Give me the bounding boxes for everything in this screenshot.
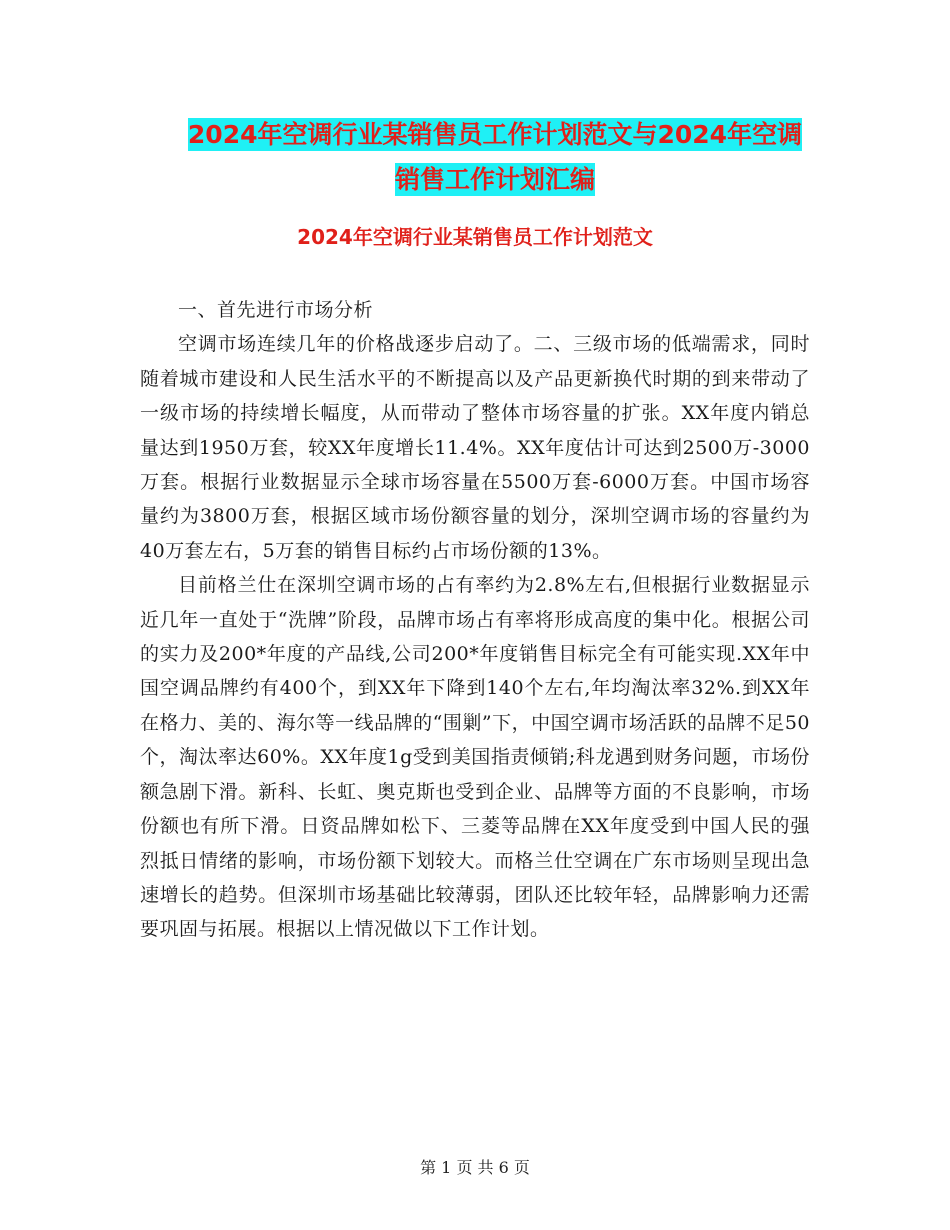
paragraph-market-overview: 空调市场连续几年的价格战逐步启动了。二、三级市场的低端需求，同时随着城市建设和人民生活水平的不断提高以及产品更新换代时期的到来带动了一级市场的持续增长幅度，从而带动了整体市场容量的扩张。XX年度内销总量达到1950万套，较XX年度增长11.4%。XX年度估计可达到2500万-3000万套。根据行业数据显示全球市场容量在5500万套-6000万套。中国市场容量约为3800万套，根据区域市场份额容量的划分，深圳空调市场的容量约为40万套左右，5万套的销售目标约占市场份额的13%。 [140,333,810,562]
document-title [140,112,850,202]
section-heading: 一、首先进行市场分析 [178,299,374,321]
page-number-footer: 第 1 页 共 6 页 [420,1158,530,1177]
title-line-1: 2024年空调行业某销售员工作计划范文与2024年空调 [187,120,803,149]
document-body [140,293,810,947]
title-line-2: 销售工作计划汇编 [394,165,595,194]
section-title: 2024年空调行业某销售员工作计划范文 [297,225,653,249]
paragraph-brand-analysis: 目前格兰仕在深圳空调市场的占有率约为2.8%左右,但根据行业数据显示近几年一直处于“洗牌”阶段，品牌市场占有率将形成高度的集中化。根据公司的实力及200*年度的产品线,公司200*年度销售目标完全有可能实现.XX年中国空调品牌约有400个，到XX年下降到140个左右,年均淘汰率32%.到XX年在格力、美的、海尔等一线品牌的“围剿”下，中国空调市场活跃的品牌不足50个，淘汰率达60%。XX年度1g受到美国指责倾销;科龙遇到财务问题，市场份额急剧下滑。新科、长虹、奥克斯也受到企业、品牌等方面的不良影响，市场份额也有所下滑。日资品牌如松下、三菱等品牌在XX年度受到中国人民的强烈抵日情绪的影响，市场份额下划较大。而格兰仕空调在广东市场则呈现出急速增长的趋势。但深圳市场基础比较薄弱，团队还比较年轻，品牌影响力还需要巩固与拓展。根据以上情况做以下工作计划。 [140,574,810,941]
